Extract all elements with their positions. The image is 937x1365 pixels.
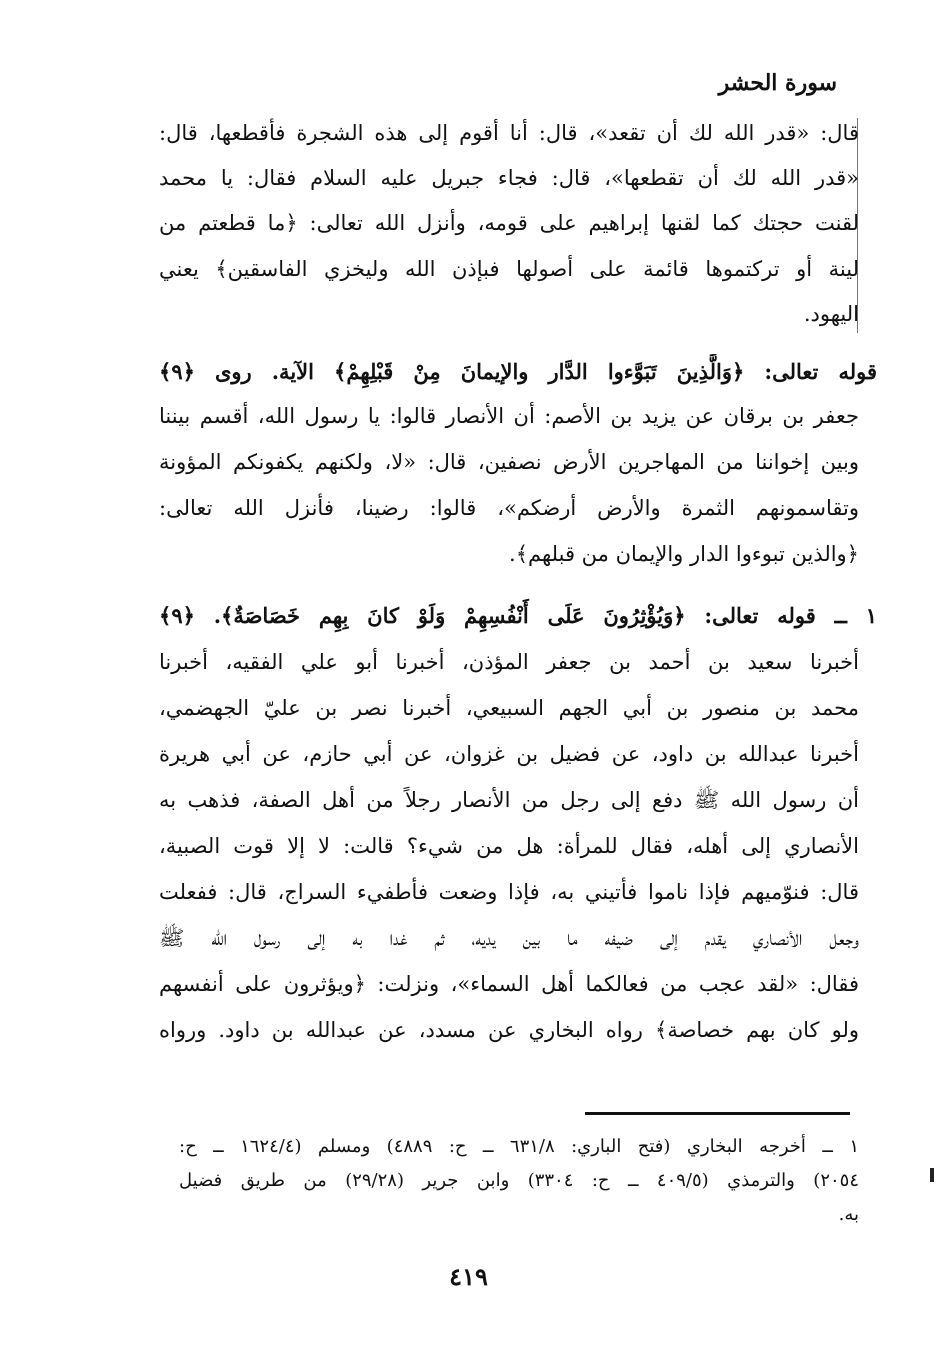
page-number: ٤١٩: [449, 1262, 488, 1291]
text-line: الأنصاري إلى أهله، فقال للمرأة: هل من شيء؟ قالت: لا إلا قوت الصبية،: [159, 834, 859, 858]
text-line: قال: فنوّميهم فإذا ناموا فأتيني به، فإذا وضعت فأطفيء السراج، قال: ففعلت: [159, 880, 859, 904]
verse-heading: قوله تعالى: ﴿وَالَّذِينَ تَبَوَّءوا الدَّار والإيمانَ مِنْ قَبْلِهِمْ﴾ الآية. روى ﴿٩﴾: [159, 359, 877, 384]
text-line: أخبرنا عبدالله بن داود، عن فضيل بن غزوان، عن أبي حازم، عن أبي هريرة: [159, 742, 859, 766]
verse-heading: ١ ــ قوله تعالى: ﴿وَيُؤْثِرُونَ عَلَى أَنْفُسِهِمْ وَلَوْ كانَ بِهِم خَصَاصَةٌ﴾. ﴿٩﴾: [159, 603, 877, 628]
footnote-line: ٢٠٥٤) والترمذي (٤٠٩/٥ ــ ح: ٣٣٠٤) وابن جرير (٢٩/٢٨) من طريق فضيل: [179, 1170, 859, 1191]
text-line: «قدر الله لك أن تقطعها»، قال: فجاء جبريل عليه السلام فقال: يا محمد: [159, 166, 859, 190]
text-line: لينة أو تركتموها قائمة على أصولها فبإذن الله وليخزي الفاسقين﴾ يعني: [159, 257, 859, 281]
text-line: اليهود.: [803, 302, 859, 326]
text-line: أن رسول الله ﷺ دفع إلى رجل من الأنصار رجلاً من أهل الصفة، فذهب به: [159, 788, 859, 812]
text-line: ﴿والذين تبوءوا الدار والإيمان من قبلهم﴾.: [509, 542, 859, 566]
text-line: جعفر بن برقان عن يزيد بن الأصم: أن الأنصار قالوا: يا رسول الله، أقسم بيننا: [159, 404, 859, 428]
text-line: وتقاسمونهم الثمرة والأرض أرضكم»، قالوا: رضينا، فأنزل الله تعالى:: [159, 496, 859, 520]
text-line: لقنت حجتك كما لقنها إبراهيم على قومه، وأنزل الله تعالى: ﴿ما قطعتم من: [159, 211, 859, 235]
text-line: محمد بن منصور بن أبي الجهم السبيعي، أخبرنا نصر بن عليّ الجهضمي،: [159, 696, 859, 720]
text-line: وبين إخواننا من المهاجرين الأرض نصفين، قال: «لا، ولكنهم يكفونكم المؤونة: [159, 450, 859, 474]
footnote-rule: [585, 1112, 850, 1115]
text-line: فقال: «لقد عجب من فعالكما أهل السماء»، ونزلت: ﴿ويؤثرون على أنفسهم: [159, 972, 859, 996]
scan-mark: [930, 1168, 934, 1182]
footnote-line: به.: [838, 1204, 859, 1225]
text-line: ولو كان بهم خصاصة﴾ رواه البخاري عن مسدد، عن عبدالله بن داود. ورواه: [159, 1018, 859, 1042]
text-line: قال: «قدر الله لك أن تقعد»، قال: أنا أقوم إلى هذه الشجرة فأقطعها، قال:: [159, 121, 859, 145]
footnote-line: ١ ــ أخرجه البخاري (فتح الباري: ٦٣١/٨ ــ ح: ٤٨٨٩) ومسلم (١٦٢٤/٤ ــ ح:: [179, 1136, 859, 1157]
text-line: وجعل الأنصاري يقدم إلى ضيفه ما بين يديه، ثم غدا به إلى رسول الله ﷺ: [159, 926, 859, 950]
text-line: أخبرنا سعيد بن أحمد بن جعفر المؤذن، أخبرنا أبو علي الفقيه، أخبرنا: [159, 650, 859, 674]
running-header: سورة الحشر: [718, 70, 837, 96]
